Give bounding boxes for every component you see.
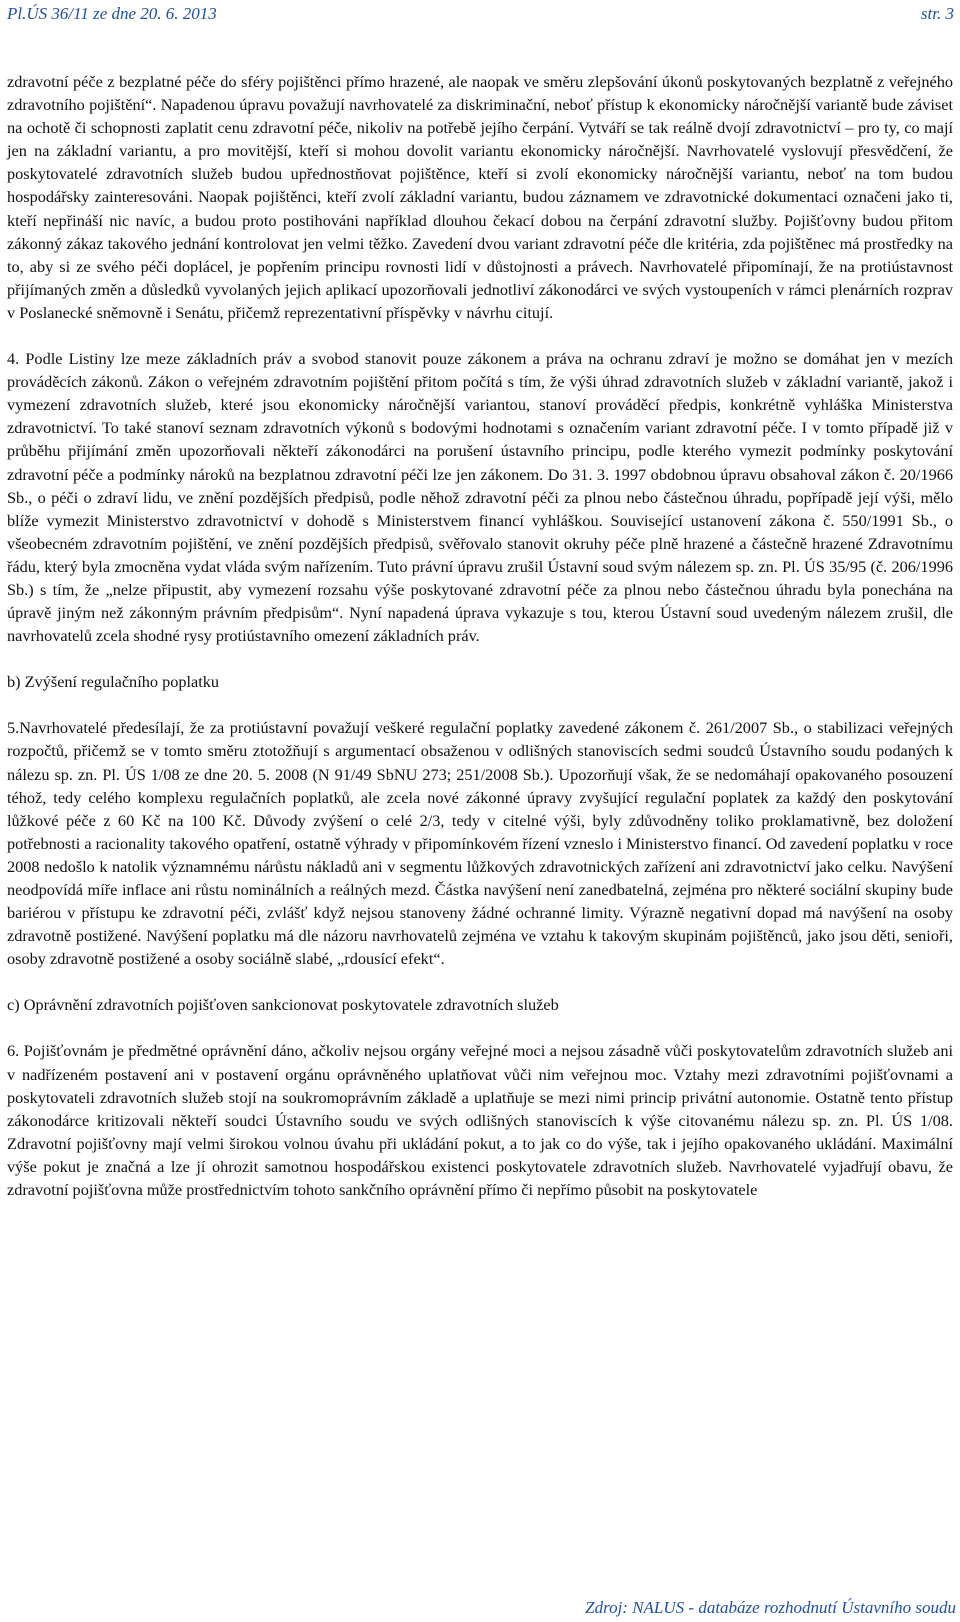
header-page-number: str. 3	[920, 4, 954, 23]
paragraph-spacer	[7, 647, 953, 670]
paragraph-spacer	[7, 970, 953, 993]
section-heading-c: c) Oprávnění zdravotních pojišťoven sankcionovat poskytovatele zdravotních služeb	[7, 995, 559, 1015]
running-header	[7, 4, 954, 26]
paragraph-4: 4. Podle Listiny lze meze základních práv a svobod stanovit pouze zákonem a práva na ochranu zdraví je možno se domáhat jen v mezích prováděcích zákonů. Zákon o veřejném zdravotním pojištění přitom počítá s tím, že výši úhrad zdravotních služeb v základní variantě, jakož i vymezení zdravotních služeb, které jsou ekonomicky náročnější variantou, stanoví prováděcí předpis, konkrétně vyhláška Ministerstva zdravotnictví. To také stanoví seznam zdravotních výkonů s bodovými hodnotami s označením variant zdravotní péče. I v tomto případě již v průběhu přijímání změn upozorňovali někteří zákonodárci na porušení ústavního principu, podle kterého vymezit podmínky poskytování zdravotní péče a podmínky nároků na bezplatnou zdravotní péči lze jen zákonem. Do 31. 3. 1997 obdobnou úpravu obsahoval zákon č. 20/1966 Sb., o péči o zdraví lidu, ve znění pozdějších předpisů, podle něhož zdravotní péči za plnou nebo částečnou úhradu, popřípadě její výši, mělo blíže vymezit Ministerstvo zdravotnictví v dohodě s Ministerstvem financí vyhláškou. Související ustanovení zákona č. 550/1991 Sb., o všeobecném zdravotním pojištění, ve znění pozdějších předpisů, svěřovalo stanovit okruhy péče plně hrazené a částečně hrazené Zdravotnímu řádu, který byla zmocněna vydat vláda svým nařízením. Tuto právní úpravu zrušil Ústavní soud svým nálezem sp. zn. Pl. ÚS 35/95 (č. 206/1996 Sb.) s tím, že „nelze připustit, aby vymezení rozsahu výše poskytované zdravotní péče za plnou nebo částečnou úhradu byla ponechána na úpravě jiným než zákonným právním předpisům“. Nyní napadená úprava vykazuje s tou, kterou Ústavní soud uvedeným nálezem zrušil, dle navrhovatelů zcela shodné rysy protiústavního omezení základních práv.	[7, 349, 953, 646]
source-footer: Zdroj: NALUS - databáze rozhodnutí Ústavního soudu	[585, 1598, 956, 1617]
paragraph-spacer	[7, 1016, 953, 1039]
header-reference: Pl.ÚS 36/11 ze dne 20. 6. 2013	[7, 4, 217, 23]
paragraph-spacer	[7, 324, 953, 347]
paragraph-5: 5.Navrhovatelé předesílají, že za protiústavní považují veškeré regulační poplatky zavedené zákonem č. 261/2007 Sb., o stabilizaci veřejných rozpočtů, přičemž se v tomto směru ztotožňují s argumentací obsaženou v odlišných stanoviscích sedmi soudců Ústavního soudu podaných k nálezu sp. zn. Pl. ÚS 1/08 ze dne 20. 5. 2008 (N 91/49 SbNU 273; 251/2008 Sb.). Upozorňují však, že se nedomáhají opakovaného posouzení téhož, tedy celého komplexu regulačních poplatků, ale zcela nové zákonné úpravy zvyšující regulační poplatek za každý den poskytování lůžkové péče z 60 Kč na 100 Kč. Důvody zvýšení o celé 2/3, tedy v citelné výši, byly zdůvodněny toliko proklamativně, bez doložení potřebnosti a racionality takového opatření, ostatně výhrady v připomínkovém řízení vzneslo i Ministerstvo financí. Od zavedení poplatku v roce 2008 nedošlo k natolik významnému nárůstu nákladů ani v segmentu lůžkových zdravotnických zařízení ani zdravotnictví jako celku. Navýšení neodpovídá míře inflace ani růstu nominálních a reálných mezd. Částka navýšení není zanedbatelná, zejména pro některé sociální skupiny bude bariérou v přístupu ke zdravotní péči, zvlášť když nejsou stanoveny žádné ochranné limity. Výrazně negativní dopad má navýšení na osoby zdravotně postižené. Navýšení poplatku má dle názoru navrhovatelů zejména ve vztahu k takovým skupinám pojištěnců, jako jsou děti, senioři, osoby zdravotně postižené a osoby sociálně slabé, „rdousící efekt“.	[7, 718, 953, 969]
paragraph-spacer	[7, 693, 953, 716]
paragraph-6: 6. Pojišťovnám je předmětné oprávnění dáno, ačkoliv nejsou orgány veřejné moci a nejsou zásadně vůči poskytovatelům zdravotních služeb ani v nadřízeném postavení ani v postavení orgánu oprávněného uplatňovat vůči nim veřejnou moc. Vztahy mezi zdravotními pojišťovnami a poskytovateli zdravotních služeb stojí na soukromoprávním základě a uplatňuje se mezi nimi princip privátní autonomie. Ostatně tento přístup zákonodárce kritizovali někteří soudci Ústavního soudu ve svých odlišných stanoviscích k výše citovanému nálezu sp. zn. Pl. ÚS 1/08. Zdravotní pojišťovny mají velmi širokou volnou úvahu při ukládání pokut, a to jak co do výše, tak i jejího opakovaného ukládání. Maximální výše pokut je značná a lze jí ohrozit samotnou hospodářskou existenci poskytovatele zdravotních služeb. Navrhovatelé vyjadřují obavu, že zdravotní pojišťovna může prostřednictvím tohoto sankčního oprávnění přímo či nepřímo působit na poskytovatele	[7, 1041, 953, 1200]
paragraph-continuation: zdravotní péče z bezplatné péče do sféry pojištěnci přímo hrazené, ale naopak ve směru zlepšování úkonů poskytovaných bezplatně z veřejného zdravotního pojištění“. Napadenou úpravu považují navrhovatelé za diskriminační, neboť přístup k ekonomicky náročnější variantě bude záviset na ochotě či schopnosti zaplatit cenu zdravotní péče, nikoliv na potřebě jejího čerpání. Vytváří se tak reálně dvojí zdravotnictví – pro ty, co mají jen na základní variantu, a pro movitější, kteří si mohou dovolit variantu ekonomicky náročnější. Navrhovatelé vyslovují přesvědčení, že poskytovatelé zdravotních služeb budou upřednostňovat pojištěnce, kteří si zvolí ekonomicky náročnější variantu, neboť na tom budou hospodářsky zainteresováni. Naopak pojištěnci, kteří zvolí základní variantu, budou záznamem ve zdravotnické dokumentaci označeni jako ti, kteří nepřináší nic navíc, a budou proto postihováni například dlouhou čekací dobou na čerpání zdravotní služby. Pojišťovny budou přitom zákonný zákaz takového jednání kontrolovat jen velmi těžko. Zavedení dvou variant zdravotní péče dle kritéria, zda pojištěnec má prostředky na to, aby si ze svého péči doplácel, je popřením principu rovnosti lidí v důstojnosti a právech. Navrhovatelé připomínají, že na protiústavnost přijímaných změn a důsledků vyvolaných jejich aplikací upozorňovali jednotliví zákonodárci ve svých vystoupeních v rámci plenárních rozprav v Poslanecké sněmovně i Senátu, přičemž reprezentativní příspěvky v návrhu citují.	[7, 72, 953, 322]
section-heading-b: b) Zvýšení regulačního poplatku	[7, 672, 220, 692]
document-body	[7, 70, 953, 1201]
